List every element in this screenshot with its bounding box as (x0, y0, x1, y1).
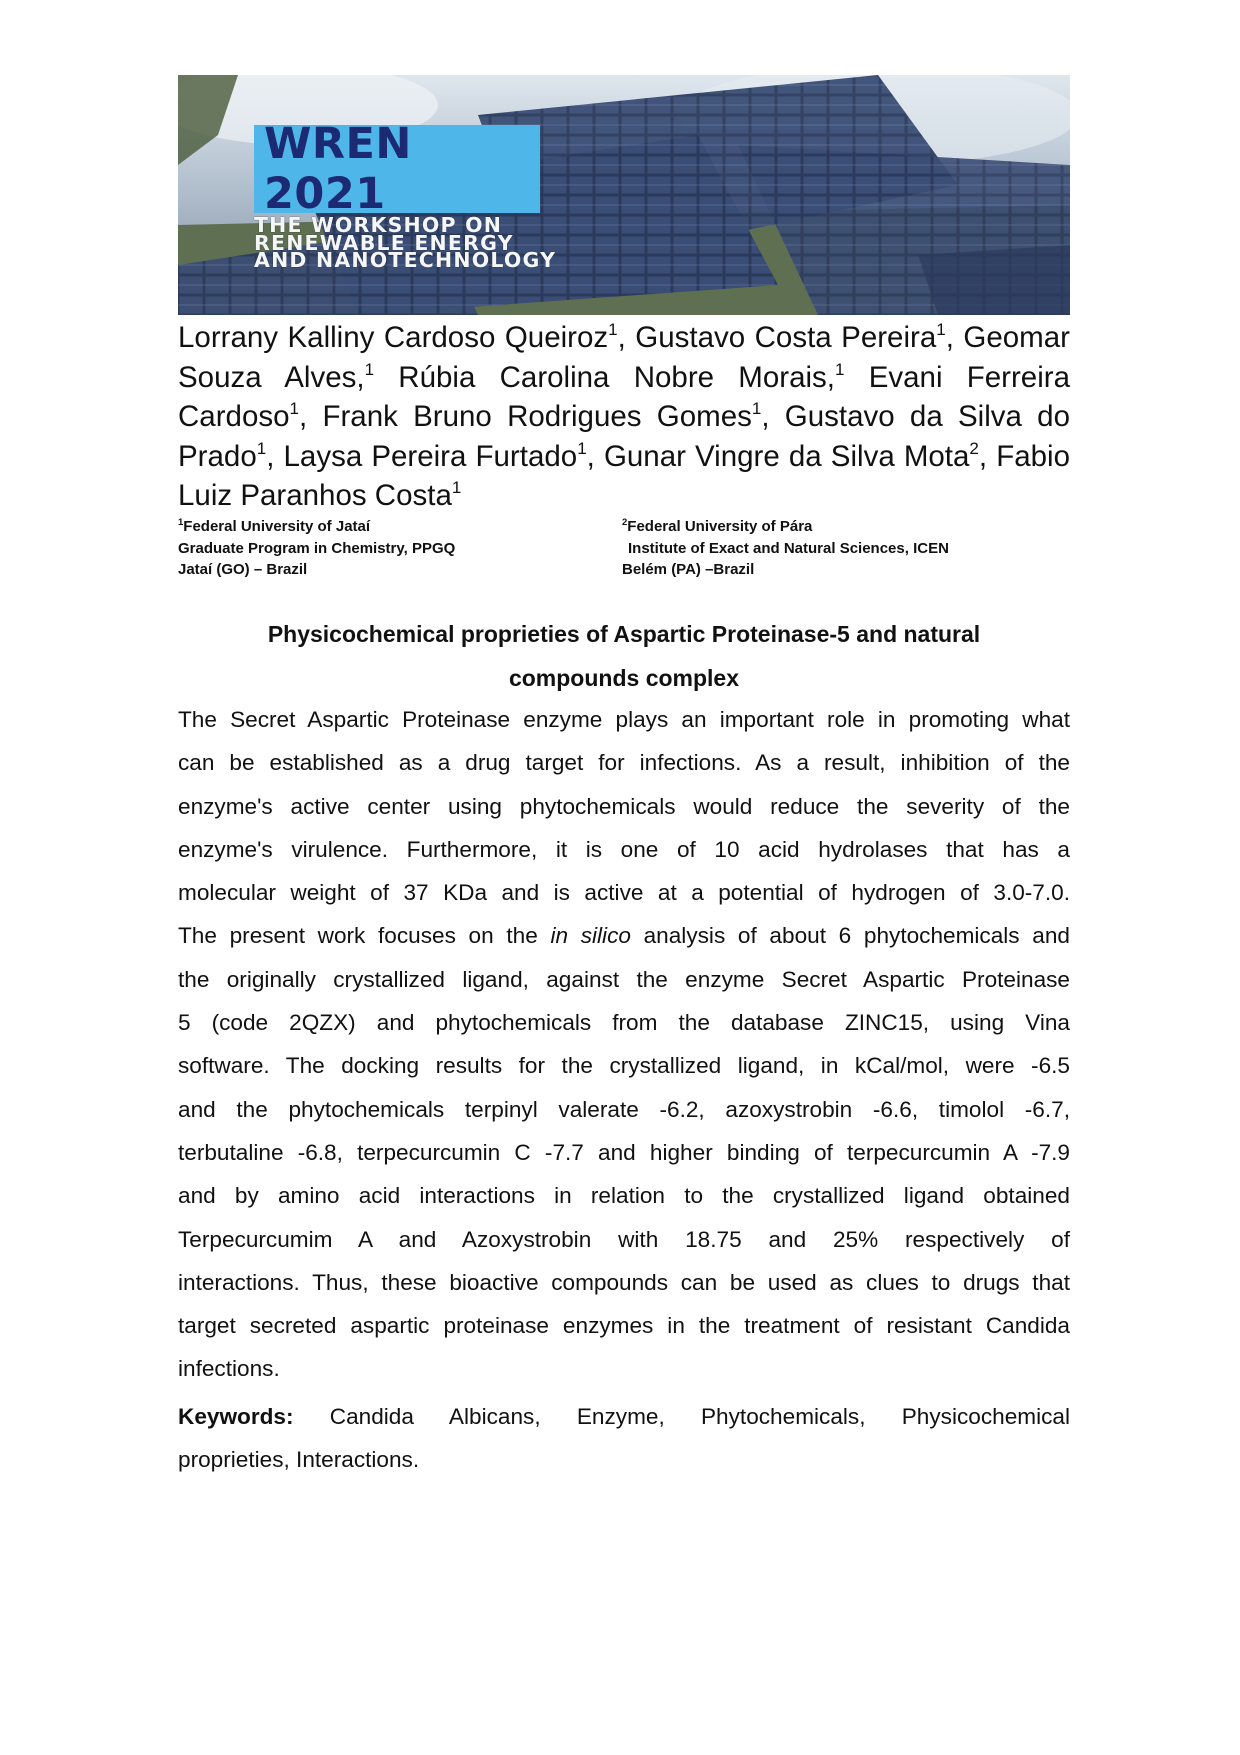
author-affiliation-marker: 1 (289, 399, 299, 419)
conference-badge (254, 119, 540, 219)
affiliation-marker: 2 (622, 517, 628, 528)
author-separator: , (586, 439, 604, 473)
keywords-text: Candida Albicans, Enzyme, Phytochemicals, Physicochemical (293, 1404, 1070, 1429)
author-affiliation-marker: 1 (936, 320, 946, 339)
author-affiliation-marker: 1 (364, 359, 375, 379)
author: Geomar Souza Alves, (178, 321, 1070, 394)
author-separator: , (945, 321, 964, 354)
abstract-line: and by amino acid interactions in relation to the crystallized ligand obtained (178, 1183, 1070, 1209)
author: Gustavo Costa Pereira (635, 321, 937, 354)
author: Laysa Pereira Furtado (283, 439, 578, 473)
affiliation-line: Jataí (GO) – Brazil (178, 561, 308, 578)
author: Fabio Luiz Paranhos Costa (178, 439, 1070, 513)
affiliation-1 (178, 516, 455, 581)
affiliation-line: Federal University of Pára (627, 518, 813, 535)
author: Lorrany Kalliny Cardoso Queiroz (178, 321, 609, 354)
author: Gustavo da Silva do Prado (178, 400, 1070, 473)
author-separator: , (617, 321, 636, 354)
author-list (178, 318, 1070, 516)
affiliation-marker: 1 (178, 517, 184, 528)
abstract-line: infections. (178, 1356, 280, 1382)
abstract-line (178, 914, 1070, 957)
author-affiliation-marker: 2 (969, 438, 979, 458)
abstract-line: Terpecurcumim A and Azoxystrobin with 18.75 and 25% respectively of (178, 1226, 1070, 1252)
conference-subtitle (254, 213, 714, 272)
author: Evani Ferreira Cardoso (178, 360, 1070, 434)
author: Rúbia Carolina Nobre Morais, (398, 360, 835, 394)
keywords-line (178, 1395, 1070, 1438)
author-separator: , (761, 400, 785, 434)
author-separator: , (978, 439, 997, 473)
author-affiliation-marker: 1 (751, 399, 762, 419)
author: Frank Bruno Rodrigues Gomes (322, 400, 752, 434)
author-separator: , (298, 400, 323, 434)
author-separator: , (266, 439, 284, 473)
abstract-text: analysis of about 6 phytochemicals and (630, 923, 1070, 949)
abstract-line: enzyme's virulence. Furthermore, it is one of 10 acid hydrolases that has a (178, 836, 1070, 862)
abstract-body (178, 698, 1070, 1391)
abstract-line: software. The docking results for the crystallized ligand, in kCal/mol, were -6.5 (178, 1053, 1070, 1079)
author-affiliation-marker: 1 (451, 478, 462, 498)
keywords-label: Keywords: (178, 1404, 294, 1429)
conference-name: WREN 2021 (264, 119, 412, 219)
abstract-line: 5 (code 2QZX) and phytochemicals from the database ZINC15, using Vina (178, 1010, 1070, 1036)
affiliation-2 (622, 516, 949, 581)
abstract-italic-term: in silico (550, 923, 631, 949)
author-separator (844, 361, 868, 394)
abstract-line: enzyme's active center using phytochemicals would reduce the severity of the (178, 793, 1070, 819)
abstract-text: The present work focuses on the (178, 923, 551, 949)
author-affiliation-marker: 1 (256, 438, 267, 458)
subtitle-line: THE WORKSHOP ON (254, 213, 503, 237)
keywords (178, 1395, 1070, 1482)
title-line: Physicochemical proprieties of Aspartic Proteinase-5 and natural (267, 621, 981, 647)
abstract-line: can be established as a drug target for infections. As a result, inhibition of the (178, 750, 1070, 776)
abstract-line: The Secret Aspartic Proteinase enzyme plays an important role in promoting what (178, 707, 1070, 732)
affiliation-line: Belém (PA) –Brazil (622, 561, 755, 578)
keywords-line: proprieties, Interactions. (178, 1447, 420, 1473)
author-affiliation-marker: 1 (577, 438, 587, 458)
author: Gunar Vingre da Silva Mota (603, 439, 970, 473)
author-separator (374, 361, 398, 394)
subtitle-line: AND NANOTECHNOLOGY (254, 248, 557, 272)
author-affiliation-marker: 1 (835, 359, 845, 379)
author-affiliation-marker: 1 (608, 320, 618, 339)
title-line: compounds complex (508, 665, 740, 691)
affiliation-line: Graduate Program in Chemistry, PPGQ (178, 539, 456, 557)
subtitle-line: RENEWABLE ENERGY (254, 230, 514, 255)
abstract-line: interactions. Thus, these bioactive compounds can be used as clues to drugs that (178, 1269, 1070, 1295)
affiliation-line: Institute of Exact and Natural Sciences, ICEN (628, 539, 949, 557)
conference-banner (178, 75, 1070, 315)
abstract-line: terbutaline -6.8, terpecurcumin C -7.7 and higher binding of terpecurcumin A -7.9 (178, 1139, 1070, 1165)
affiliation-line: Federal University of Jataí (183, 518, 371, 535)
paper-title (178, 612, 1070, 700)
abstract-line: the originally crystallized ligand, against the enzyme Secret Aspartic Proteinase (178, 966, 1070, 992)
abstract-line: and the phytochemicals terpinyl valerate -6.2, azoxystrobin -6.6, timolol -6.7, (178, 1096, 1070, 1122)
abstract-line: target secreted aspartic proteinase enzymes in the treatment of resistant Candida (178, 1313, 1070, 1339)
abstract-line: molecular weight of 37 KDa and is active at a potential of hydrogen of 3.0-7.0. (178, 880, 1070, 906)
